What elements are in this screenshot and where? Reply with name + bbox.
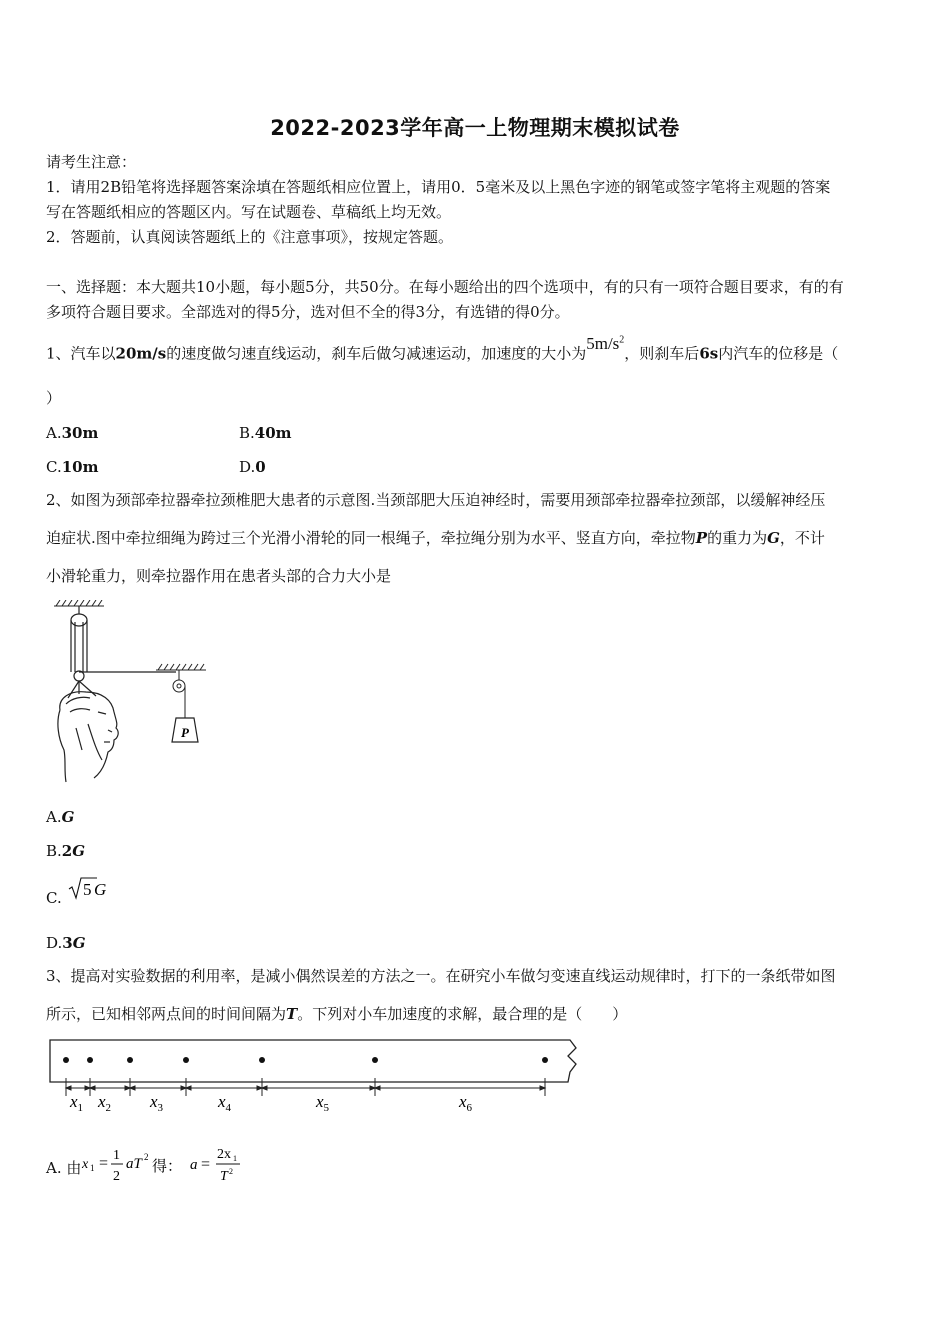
svg-text:2: 2	[113, 1169, 120, 1184]
notice-item-1: 1．请用2B铅笔将选择题答案涂填在答题纸相应位置上，请用0．5毫米及以上黑色字迹的钢笔或签字笔将主观题的答案	[46, 178, 831, 196]
q3-line-1: 3、提高对实验数据的利用率，是减小偶然误差的方法之一。在研究小车做匀变速直线运动规律时，打下的一条纸带如图	[46, 967, 836, 985]
svg-text:a: a	[190, 1157, 198, 1173]
q1-option-c: C.10m	[46, 458, 99, 476]
q1-close-paren: ）	[46, 389, 62, 407]
paper-tape-figure	[46, 1036, 586, 1116]
weight-label: P	[181, 725, 189, 740]
q1-speed: 20m/s	[115, 344, 167, 363]
svg-text:2: 2	[229, 1167, 233, 1176]
svg-text:1: 1	[113, 1148, 120, 1163]
notice-item-1-cont: 写在答题纸相应的答题区内。写在试题卷、草稿纸上均无效。	[46, 203, 452, 221]
svg-text:x: x	[82, 1157, 89, 1172]
q1-option-a: A.30m	[46, 424, 99, 442]
notice-heading: 请考生注意：	[46, 153, 137, 171]
svg-text:5: 5	[82, 880, 91, 899]
q3-option-a-label: A. 由	[46, 1159, 82, 1177]
svg-text:得：: 得：	[152, 1159, 183, 1175]
q3-option-a-formula	[80, 1143, 260, 1189]
q2-line-2: 迫症状.图中牵拉细绳为跨过三个光滑小滑轮的同一根绳子，牵拉绳分别为水平、竖直方向，牵拉物P的重力为G，不计	[46, 529, 825, 547]
svg-text:T: T	[220, 1169, 228, 1184]
head-strap	[68, 681, 96, 698]
q1-time: 6s	[699, 344, 719, 363]
q2-option-c: C. 5 G	[46, 888, 111, 916]
q1-stem	[46, 333, 839, 364]
top-pulley	[71, 606, 87, 681]
page-title: 2022-2023学年高一上物理期末模拟试卷	[270, 116, 680, 140]
section-intro-line-1: 一、选择题：本大题共10小题，每小题5分，共50分。在每小题给出的四个选项中，有的只有一项符合题目要求，有的有	[46, 278, 844, 296]
patient-head	[58, 692, 118, 782]
q1-mid: 的速度做匀速直线运动，刹车后做匀减速运动，加速度的大小为	[166, 344, 587, 363]
tape-label-x2: $x_2$	[98, 1092, 112, 1114]
tape-label-x1: $x_1$	[70, 1092, 84, 1114]
sqrt5-g	[67, 874, 111, 902]
notice-item-2: 2．答题前，认真阅读答题纸上的《注意事项》，按规定答题。	[46, 228, 454, 246]
q1-suffix-a: ，则刹车后	[624, 344, 700, 363]
tape-label-x5: $x_5$	[316, 1092, 330, 1114]
q2-option-d: D.3G	[46, 934, 86, 952]
traction-figure	[46, 600, 216, 785]
q3-line-2: 所示，已知相邻两点间的时间间隔为T。下列对小车加速度的求解，最合理的是（ ）	[46, 1005, 628, 1023]
svg-text:1: 1	[233, 1154, 237, 1163]
q1-accel: $5m/s^2$	[586, 333, 625, 353]
q1-option-b: B.40m	[239, 424, 292, 442]
svg-text:2x: 2x	[217, 1147, 231, 1162]
svg-text:aT: aT	[126, 1156, 142, 1172]
tape-dots	[63, 1057, 548, 1063]
svg-text:2: 2	[144, 1152, 149, 1162]
section-intro-line-2: 多项符合题目要求。全部选对的得5分，选对但不全的得3分，有选错的得0分。	[46, 303, 570, 321]
tape-label-x3: $x_3$	[150, 1092, 164, 1114]
weight-p	[172, 718, 198, 742]
svg-text:G: G	[93, 880, 106, 899]
q2-option-a: A.G	[46, 808, 75, 826]
tape-label-x4: $x_4$	[218, 1092, 232, 1114]
q2-option-b: B.2G	[46, 842, 86, 860]
q1-prefix: 1、汽车以	[46, 344, 116, 363]
svg-text:=: =	[201, 1156, 211, 1173]
tape-label-x6: $x_6$	[459, 1092, 473, 1114]
q1-suffix-b: 内汽车的位移是（	[718, 344, 839, 363]
svg-text:1: 1	[90, 1163, 95, 1173]
q2-line-1: 2、如图为颈部牵拉器牵拉颈椎肥大患者的示意图.当颈部肥大压迫神经时，需要用颈部牵拉器牵拉颈部，以缓解神经压	[46, 491, 826, 509]
q1-option-d: D.0	[239, 458, 266, 476]
ceiling-mount-top	[54, 600, 104, 606]
q2-line-3: 小滑轮重力，则牵拉器作用在患者头部的合力大小是	[46, 567, 392, 585]
tape-dimension-lines	[66, 1078, 545, 1096]
svg-text:=: =	[99, 1155, 109, 1172]
